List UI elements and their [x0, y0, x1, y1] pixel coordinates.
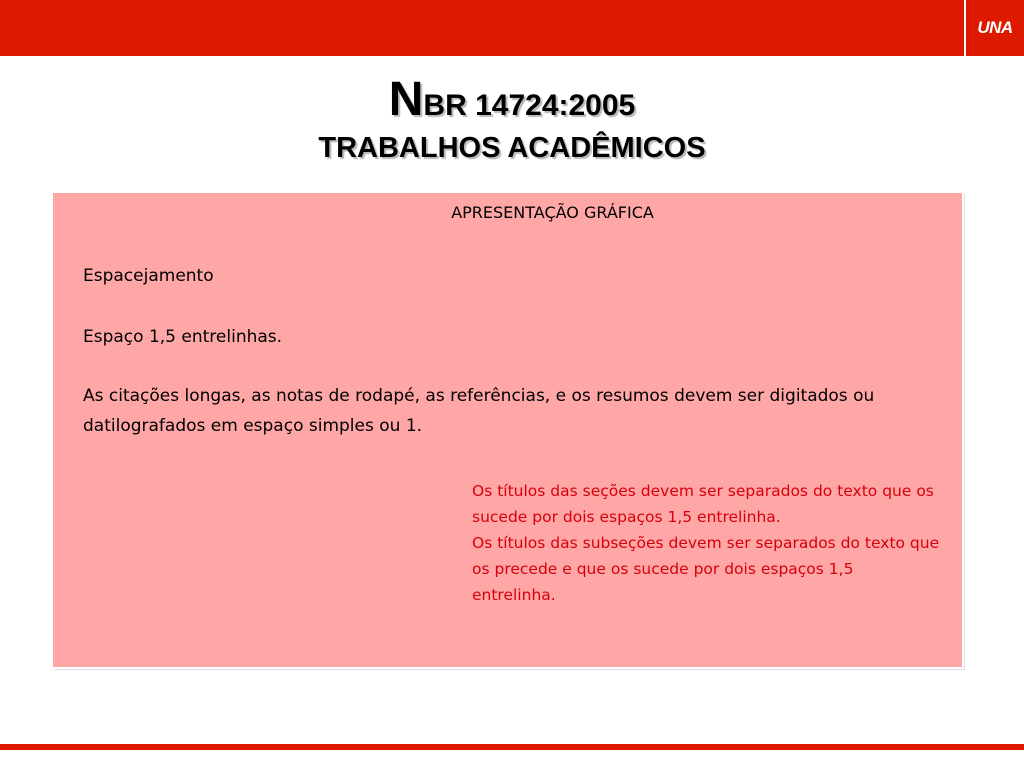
una-logo [964, 0, 1024, 56]
title-first-letter: N [388, 73, 424, 126]
footer-line [0, 744, 1024, 750]
line-spacing-text: Espaço 1,5 entrelinhas. [83, 327, 283, 347]
title-standard [0, 73, 1024, 126]
slide-title [0, 73, 1024, 165]
content-box [53, 193, 964, 669]
title-rest: BR 14724:2005 [423, 89, 636, 122]
logo-text: UNA [977, 18, 1013, 37]
note-sections: Os títulos das seções devem ser separados do texto que os sucede por dois espaços 1,5 entrelinha. [472, 482, 934, 526]
section-heading: APRESENTAÇÃO GRÁFICA [451, 203, 654, 222]
note-subsections: Os títulos das subseções devem ser separados do texto que os precede e que os sucede por dois espaços 1,5 entrelinha. [472, 534, 940, 604]
notes-block [472, 478, 942, 608]
title-subtitle: TRABALHOS ACADÊMICOS [318, 132, 706, 164]
header-bar [0, 0, 1024, 56]
citations-paragraph: As citações longas, as notas de rodapé, as referências, e os resumos devem ser digitados ou datilografados em espaço simples ou 1. [83, 386, 875, 436]
spacing-label: Espacejamento [83, 266, 214, 286]
